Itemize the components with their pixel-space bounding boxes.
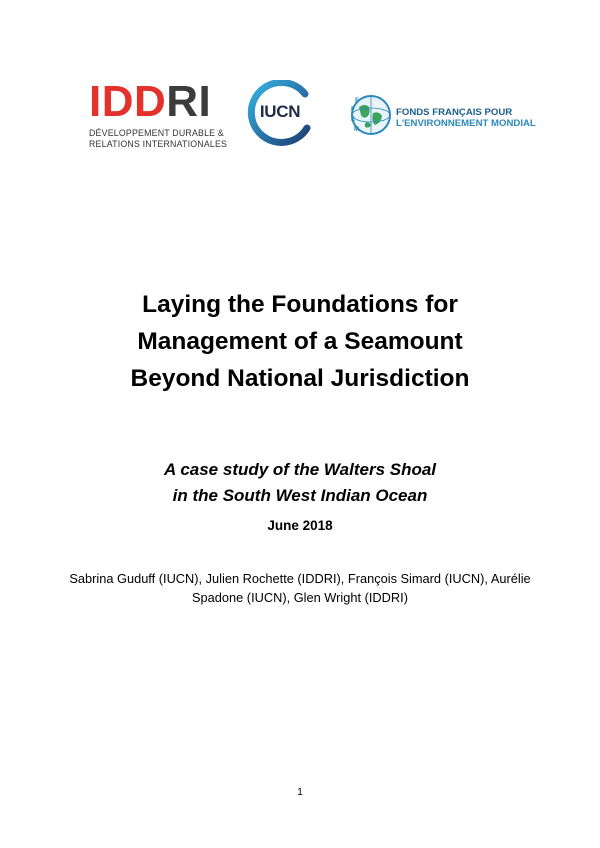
globe-letter: M <box>354 127 359 133</box>
authors-list <box>60 569 540 607</box>
document-title <box>0 286 600 397</box>
globe-letter: F <box>351 107 355 113</box>
ffem-wordmark: FONDS FRANÇAIS POUR L'ENVIRONNEMENT MONDIAL <box>396 107 536 129</box>
publication-date: June 2018 <box>267 518 333 533</box>
title-line: Beyond National Jurisdiction <box>130 365 470 392</box>
iddri-wordmark: IDDRI <box>89 77 212 126</box>
subtitle-line: A case study of the Walters Shoal <box>163 460 437 479</box>
document-subtitle <box>0 457 600 509</box>
iucn-logo <box>245 80 315 146</box>
title-line: Laying the Foundations for <box>142 291 458 318</box>
subtitle-line: in the South West Indian Ocean <box>172 486 428 505</box>
iucn-wordmark: IUCN <box>259 102 301 121</box>
authors-line: Spadone (IUCN), Glen Wright (IDDRI) <box>192 590 408 605</box>
globe-letter: E <box>351 117 356 123</box>
iddri-tagline: DÉVELOPPEMENT DURABLE & RELATIONS INTERNATIONALES <box>89 128 228 149</box>
title-line: Management of a Seamount <box>137 328 463 355</box>
globe-icon <box>349 93 393 137</box>
globe-letter: F <box>355 98 359 104</box>
iddri-logo <box>89 77 229 152</box>
authors-line: Sabrina Guduff (IUCN), Julien Rochette (IDDRI), François Simard (IUCN), Aurélie <box>69 571 531 586</box>
page-number: 1 <box>297 787 303 798</box>
ffem-logo <box>349 93 539 137</box>
